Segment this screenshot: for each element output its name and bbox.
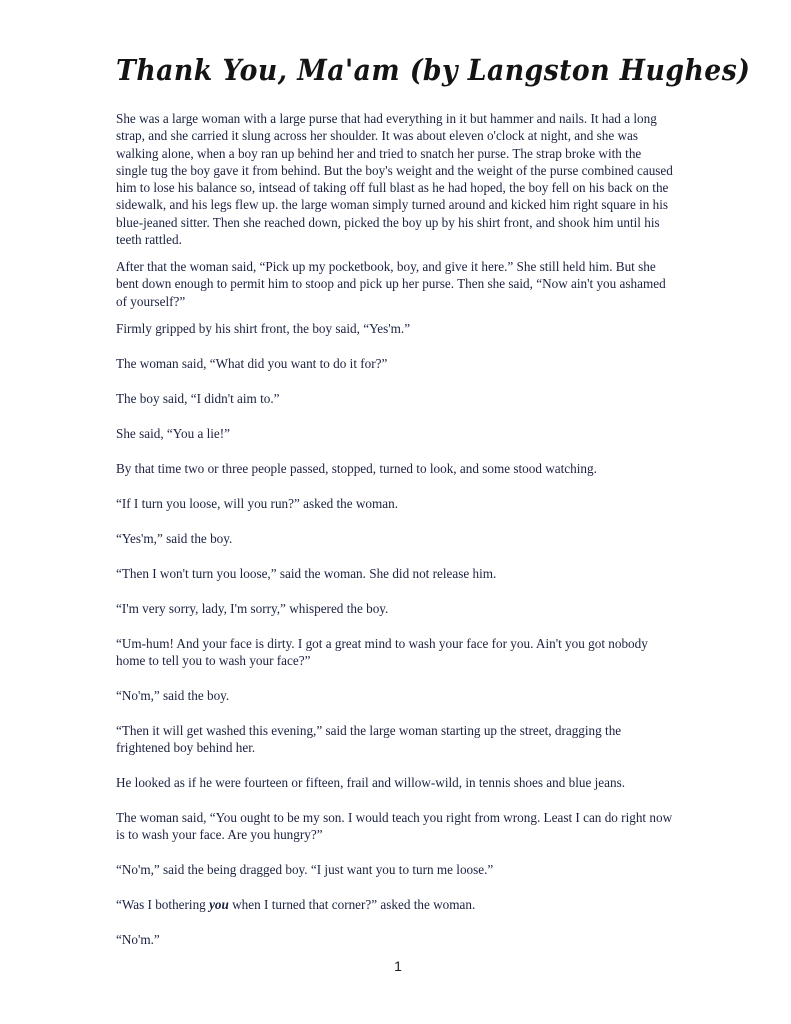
paragraph-text: when I turned that corner?” asked the woman. bbox=[228, 897, 476, 912]
emphasized-word: you bbox=[209, 897, 229, 912]
paragraph: “No'm,” said the boy. bbox=[116, 688, 230, 703]
paragraph: “Then it will get washed this evening,” said the large woman starting up the street, dragging the frightened boy behind her. bbox=[116, 723, 622, 756]
document-title: Thank You, Ma'am (by Langston Hughes) bbox=[116, 53, 751, 87]
paragraph: “Then I won't turn you loose,” said the woman. She did not release him. bbox=[116, 566, 497, 581]
paragraph: The woman said, “You ought to be my son. I would teach you right from wrong. Least I can do right now is to wash your face. Are you hungry?” bbox=[116, 810, 673, 843]
paragraph: Firmly gripped by his shirt front, the boy said, “Yes'm.” bbox=[116, 321, 411, 336]
paragraph: “Um-hum! And your face is dirty. I got a great mind to wash your face for you. Ain't you got nobody home to tell you to wash your face?” bbox=[116, 636, 648, 669]
paragraph bbox=[116, 896, 676, 913]
paragraph: “If I turn you loose, will you run?” asked the woman. bbox=[116, 496, 398, 511]
paragraph: “I'm very sorry, lady, I'm sorry,” whispered the boy. bbox=[116, 601, 389, 616]
paragraph: By that time two or three people passed, stopped, turned to look, and some stood watching. bbox=[116, 461, 597, 476]
paragraph-text: “Was I bothering bbox=[116, 897, 210, 912]
paragraph: “No'm.” bbox=[116, 932, 160, 947]
paragraph: The woman said, “What did you want to do it for?” bbox=[116, 356, 388, 371]
paragraph: The boy said, “I didn't aim to.” bbox=[116, 391, 280, 406]
paragraph: “Yes'm,” said the boy. bbox=[116, 531, 233, 546]
paragraph: She was a large woman with a large purse that had everything in it but hammer and nails. It had a long strap, and she carried it slung across her shoulder. It was about eleven o'clock at night, and she was walking alone, when a boy ran up behind her and tried to snatch her purse. The strap broke with the single tug the boy gave it from behind. But the boy's weight and the weight of the purse combined caused him to lose his balance so, intsead of taking off full blast as he had hoped, the boy fell on his back on the sidewalk, and his legs flew up. the large woman simply turned around and kicked him right square in his blue-jeaned sitter. Then she reached down, picked the boy up by his shirt front, and shook him until his teeth rattled. bbox=[116, 111, 673, 248]
page-number: 1 bbox=[394, 958, 402, 974]
paragraph: He looked as if he were fourteen or fifteen, frail and willow-wild, in tennis shoes and blue jeans. bbox=[116, 775, 626, 790]
paragraph: She said, “You a lie!” bbox=[116, 426, 231, 441]
paragraph: After that the woman said, “Pick up my pocketbook, boy, and give it here.” She still held him. But she bent down enough to permit him to stoop and pick up her purse. Then she said, “Now ain't you ashamed of yourself?” bbox=[116, 259, 666, 309]
paragraph: “No'm,” said the being dragged boy. “I just want you to turn me loose.” bbox=[116, 862, 494, 877]
